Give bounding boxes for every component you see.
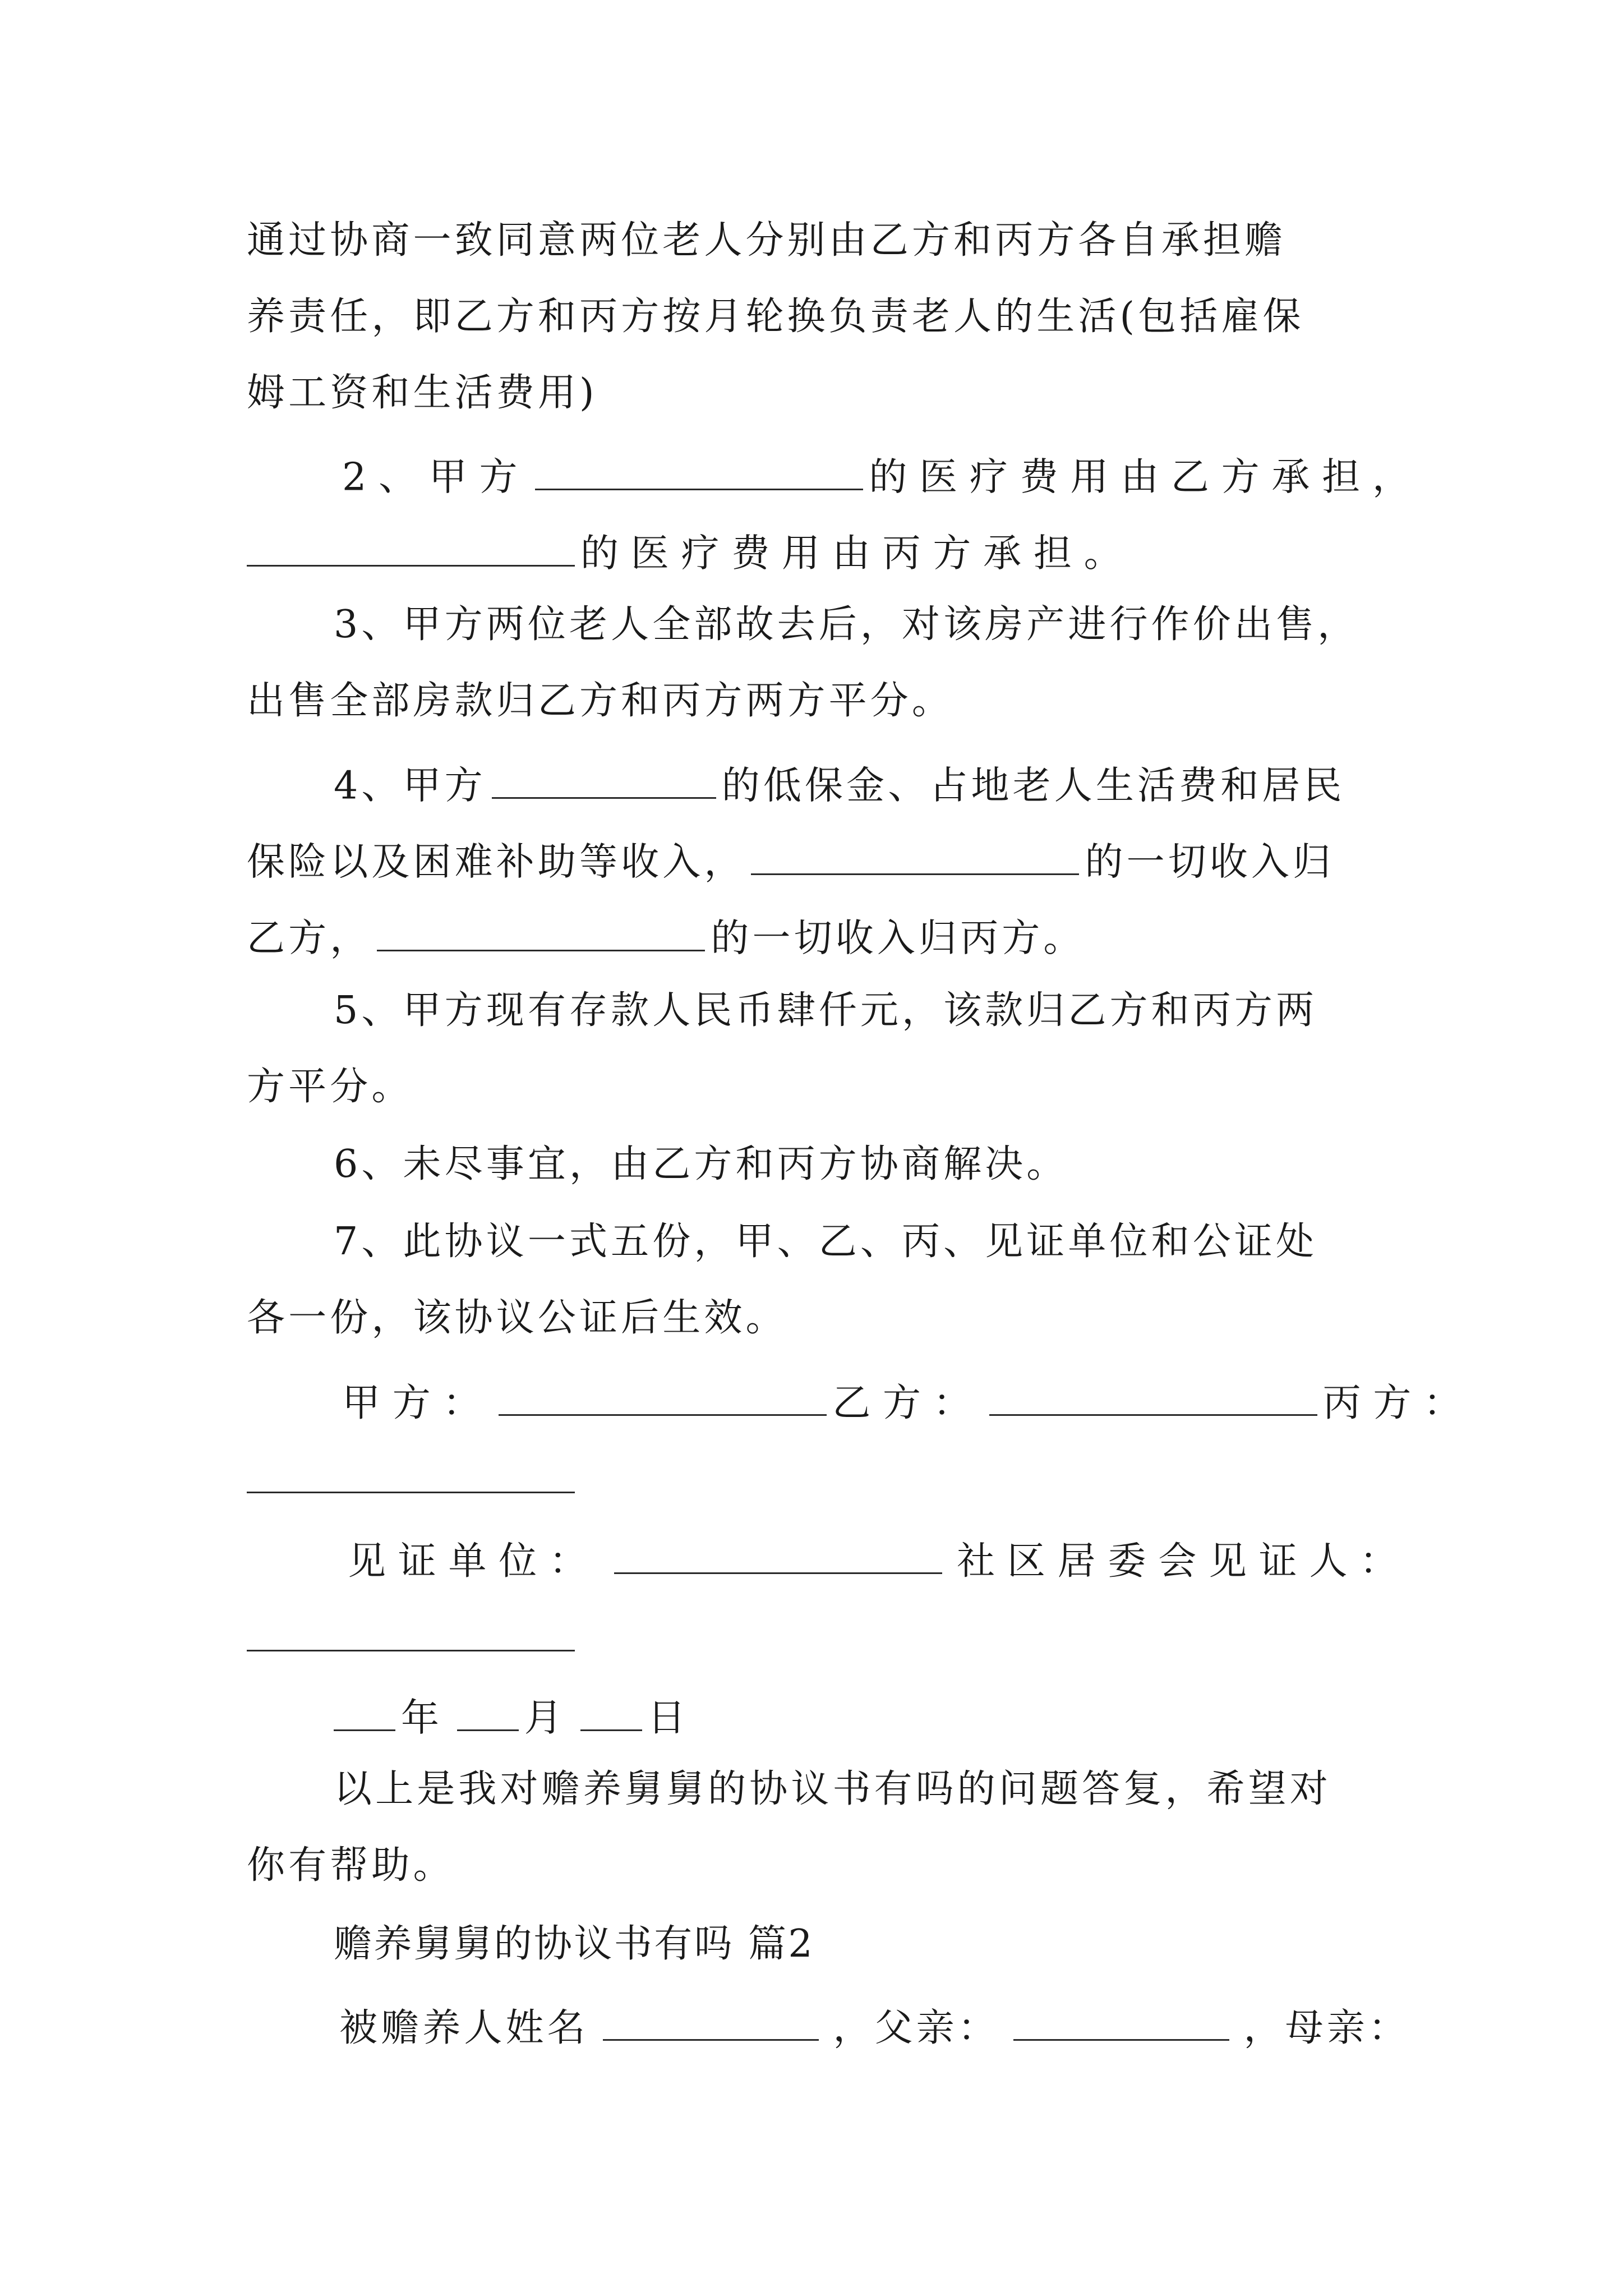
paragraph-line: 姆工资和生活费用) xyxy=(247,371,598,415)
clause-7-line-1: 7、此协议一式五份，甲、乙、丙、见证单位和公证处 xyxy=(334,1220,1318,1264)
clause-4-line-1: 4、甲方 的低保金、占地老人生活费和居民 xyxy=(334,761,1387,806)
witness-person-blank[interactable] xyxy=(247,1613,575,1651)
clause-3-line-2: 出售全部房款归乙方和丙方两方平分。 xyxy=(247,679,954,723)
name-blank[interactable] xyxy=(603,2003,819,2041)
day-label: 日 xyxy=(647,1696,698,1741)
witness-unit-label: 见证单位： xyxy=(348,1539,600,1584)
signature-row xyxy=(342,1378,1474,1425)
party-a-blank[interactable] xyxy=(499,1378,827,1416)
clause-4-line-2: 保险以及困难补助等收入， 的一切收入归 xyxy=(247,837,1387,882)
clause-3-line-1: 3、甲方两位老人全部故去后，对该房产进行作价出售， xyxy=(334,602,1359,647)
clause-7-line-2: 各一份，该协议公证后生效。 xyxy=(247,1296,787,1340)
blank-line[interactable] xyxy=(751,837,1079,875)
party-b-blank[interactable] xyxy=(989,1378,1317,1416)
clause-4-line-3: 乙方， 的一切收入归丙方。 xyxy=(247,913,1387,958)
section-heading: 赡养舅舅的协议书有吗 篇2 xyxy=(334,1922,815,1966)
witness-person-line xyxy=(247,1613,1387,1658)
paragraph-line: 养责任，即乙方和丙方按月轮换负责老人的生活(包括雇保 xyxy=(247,295,1304,339)
clause-2-line-1: 2、甲方 的医疗费用由乙方承担， xyxy=(342,452,1387,497)
closing-line-2: 你有帮助。 xyxy=(247,1843,455,1888)
party-a-label: 甲方： xyxy=(342,1381,494,1425)
name-label: 被赡养人姓名 xyxy=(339,2005,589,2050)
paragraph-line: 通过协商一致同意两位老人分别由乙方和丙方各自承担赡 xyxy=(247,218,1287,263)
blank-line[interactable] xyxy=(492,761,716,799)
mother-label: ，母亲： xyxy=(1243,2005,1410,2050)
form-row xyxy=(339,2003,1410,2050)
party-b-label: 乙方： xyxy=(832,1381,984,1425)
witness-person-label: 社区居委会见证人： xyxy=(957,1539,1410,1584)
closing-line-1: 以上是我对赡养舅舅的协议书有吗的问题答复，希望对 xyxy=(334,1767,1331,1811)
blank-line[interactable] xyxy=(377,913,705,951)
party-c-line xyxy=(247,1455,1387,1500)
clause-2-line-2: 的医疗费用由丙方承担。 xyxy=(247,528,1387,573)
blank-line[interactable] xyxy=(247,528,575,567)
witness-unit-blank[interactable] xyxy=(614,1536,942,1574)
blank-line[interactable] xyxy=(535,452,863,490)
father-label: ，父亲： xyxy=(833,2005,999,2050)
month-label: 月 xyxy=(524,1696,575,1741)
clause-6: 6、未尽事宜，由乙方和丙方协商解决。 xyxy=(334,1142,1068,1186)
witness-row xyxy=(348,1536,1410,1584)
clause-5-line-2: 方平分。 xyxy=(247,1065,413,1109)
date-row xyxy=(334,1693,1387,1741)
year-blank[interactable] xyxy=(334,1693,395,1731)
day-blank[interactable] xyxy=(580,1693,642,1731)
party-c-label: 丙方： xyxy=(1322,1381,1474,1425)
father-blank[interactable] xyxy=(1013,2003,1229,2041)
year-label: 年 xyxy=(401,1696,451,1741)
party-c-blank[interactable] xyxy=(247,1455,575,1493)
clause-5-line-1: 5、甲方现有存款人民币肆仟元，该款归乙方和丙方两 xyxy=(334,988,1318,1033)
month-blank[interactable] xyxy=(457,1693,519,1731)
